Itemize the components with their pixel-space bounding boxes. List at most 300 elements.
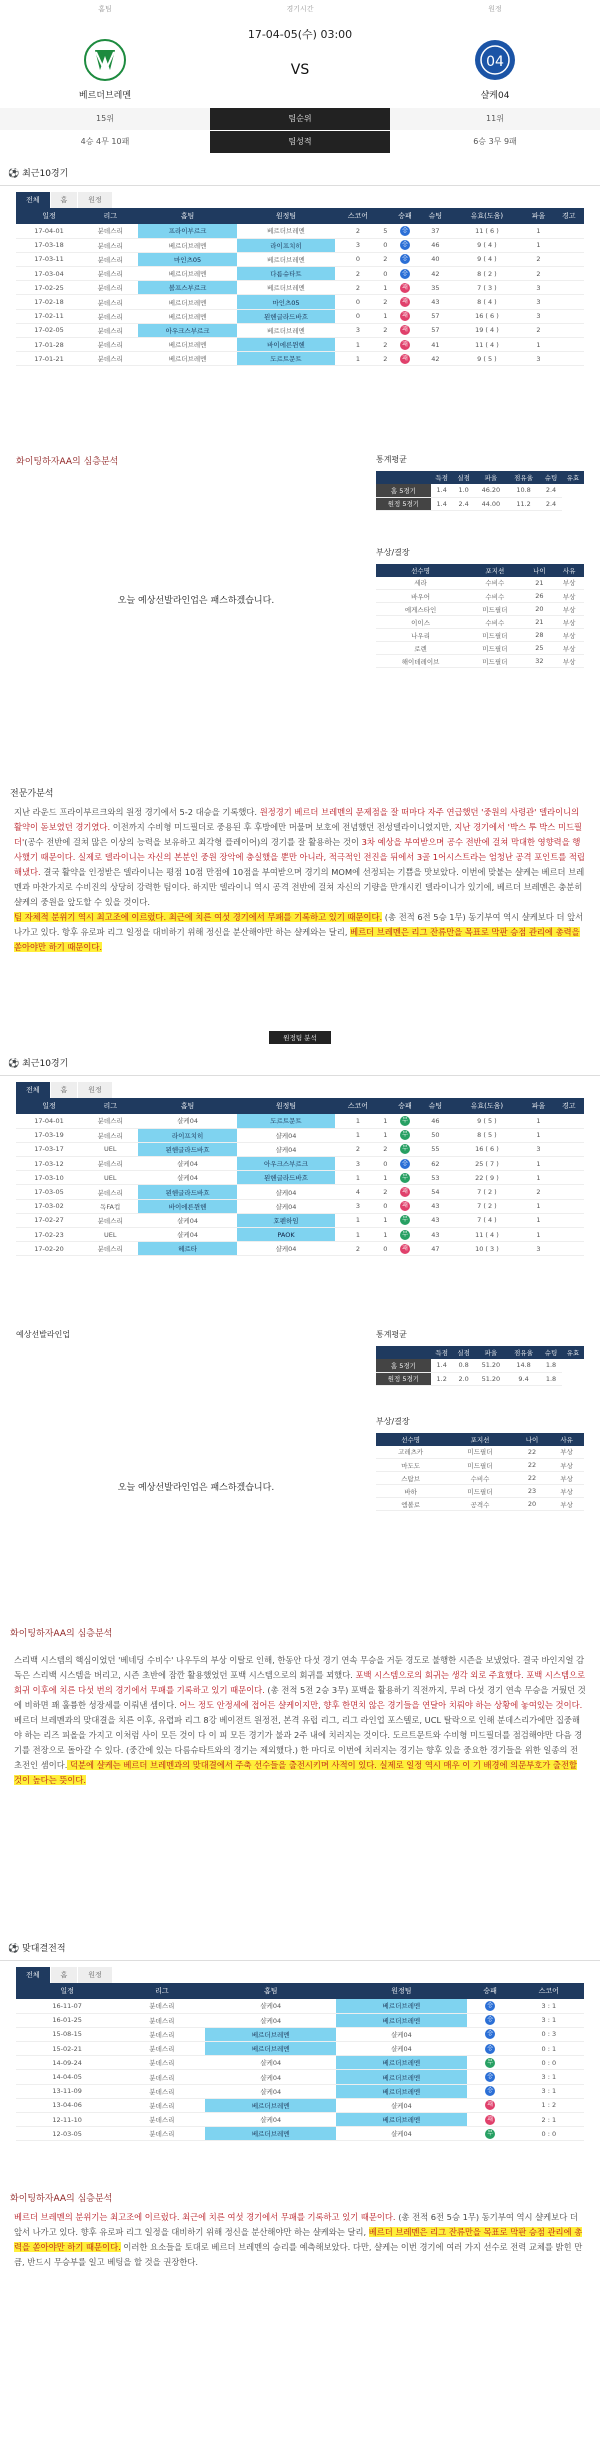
home-stats-table [376,471,584,511]
result-badge: 승 [400,1159,410,1169]
table-header [376,1433,584,1446]
table-cell: 묀헨글라드바흐 [237,1171,335,1185]
table-row[interactable] [16,252,584,266]
table-cell: 17-03-12 [16,1157,82,1171]
table-row [376,603,584,616]
table-cell: 아우크스부르크 [138,323,236,337]
soccer-ball-icon: ⚽ [8,1944,20,1954]
result-badge: 무 [400,1130,410,1140]
tab-away[interactable]: 원정 [78,1967,112,1983]
match-date: 17-04-05(수) 03:00 [247,28,353,41]
result-cell [467,2056,514,2070]
result-cell [467,2084,514,2098]
table-row[interactable] [16,295,584,309]
h2h-title [0,1935,600,1961]
tab-all[interactable]: 전체 [16,1967,50,1983]
table-cell: 부상 [554,590,584,603]
table-cell: 묀헨글라드바흐 [138,1142,236,1156]
table-cell: 샬케04 [237,1242,335,1256]
column-header: 파울 [475,1346,508,1359]
table-cell: 17-02-05 [16,323,82,337]
table-cell: 홈 5경기 [376,1359,431,1372]
table-cell: 17-03-04 [16,267,82,281]
table-cell: 분데스리 [82,338,138,352]
result-badge: 패 [400,340,410,350]
table-cell: 2 [335,281,380,295]
result-badge: 승 [485,2072,495,2082]
table-cell: 분데스리 [82,295,138,309]
result-cell [390,1185,420,1199]
table-cell: 17-03-02 [16,1199,82,1213]
away-recent-title [0,1050,600,1076]
table-cell: 베르더브레멘 [205,2098,336,2112]
table-cell: 4 [335,1185,380,1199]
table-cell: 수비수 [445,1472,514,1485]
tab-all[interactable]: 전체 [16,1082,50,1098]
table-cell: 샬케04 [205,2113,336,2127]
table-cell: 1 [523,1114,553,1128]
table-cell: 샬케04 [138,1157,236,1171]
result-cell [390,1142,420,1156]
tab-home[interactable]: 홈 [51,1967,78,1983]
table-cell: 13-04-06 [16,2098,118,2112]
column-header: 일정 [16,1983,118,1999]
column-header: 득점 [431,1346,453,1359]
score-cell: 1 : 2 [514,2098,584,2112]
away-analysis [0,1620,600,1935]
table-row[interactable] [16,1114,584,1128]
away-analysis-text [0,1653,600,1788]
column-header: 포지션 [445,1433,514,1446]
column-header [381,208,390,224]
table-row[interactable] [16,2098,584,2112]
table-cell: 1 [381,281,390,295]
away-lineup-placeholder: 오늘 예상선발라인업은 패스하겠습니다. [117,1482,275,1493]
table-cell: 1 [381,1114,390,1128]
home-text-5: 3차 예상을 부여받으며 공수 전반에 걸쳐 막대한 영향력을 행사했기 때문이다. [14,837,581,862]
table-cell [554,224,584,238]
table-cell: 부상 [549,1472,584,1485]
table-cell: 2 [381,352,390,366]
table-row[interactable] [16,1242,584,1256]
table-cell: 마인츠05 [138,252,236,266]
table-cell: 미드필더 [465,629,524,642]
table-cell: 2 [335,1142,380,1156]
table-cell: 분데스리 [82,1185,138,1199]
column-header: 슈팅 [420,1098,450,1114]
result-cell [390,281,420,295]
tab-all[interactable]: 전체 [16,192,50,208]
table-cell: 0 [381,1157,390,1171]
column-header: 승패 [467,1983,514,1999]
table-cell: 22 [515,1459,550,1472]
column-header: 스코어 [335,208,380,224]
column-header: 스코어 [335,1098,380,1114]
home-rank: 15위 [0,108,210,130]
home-analysis-text [0,805,600,955]
home-text-9: (총 전적 6전 5승 1무) 동기부여 역시 샬케보다 더 앞서 나가고 있다. 항후 유로파 리그 일정을 대비하기 위해 정신을 분산해야만 하는 샬케와는 달리, [14,912,584,937]
table-cell: 1 [381,309,390,323]
table-cell: 1 [523,224,553,238]
table-cell [554,1114,584,1128]
table-cell: 바이에른뮌헨 [138,1199,236,1213]
table-cell: 3 [335,238,380,252]
table-cell: 2 [381,252,390,266]
home-lineup-placeholder: 오늘 예상선발라인업은 패스하겠습니다. [117,596,275,606]
table-cell: 46 [420,1114,450,1128]
table-cell: 2 [381,1142,390,1156]
table-cell: 공격수 [445,1498,514,1511]
table-row[interactable] [16,267,584,281]
table-cell: 1 [523,238,553,252]
table-cell: 8 ( 2 ) [451,267,524,281]
table-cell: 25 [525,642,555,655]
result-badge: 승 [400,269,410,279]
table-cell: 샬케04 [138,1114,236,1128]
table-cell [554,281,584,295]
table-cell: 46 [420,238,450,252]
table-row[interactable] [16,2056,584,2070]
table-cell: 2 [335,267,380,281]
home-recent-table [16,208,584,366]
table-cell: 9 ( 5 ) [451,352,524,366]
soccer-ball-icon: ⚽ [8,1059,20,1069]
table-row[interactable] [16,238,584,252]
home-text-7: 결국 활약을 인정받은 델라이니는 평점 10점 만점에 10점을 부여받으며 경기의 MOM에 선정되는 기쁨을 맛보았다. 이번에 맞붙는 샬케는 베르더 브레멘과 마찬가지로 수비진의 상당히 강력한 팀이다. 하지만 델라이니 역시 공격 전반에 걸쳐 자신의 기량을 만개시킨 델라이니가 있기에, 베르더 브레멘은 충분히 샬케의 중원을 앞도할 수 있을 것이다. [14,867,585,907]
table-cell: 23 [515,1485,550,1498]
table-cell: 베르더브레멘 [138,338,236,352]
table-cell: 볼프스부르크 [138,281,236,295]
home-text-8: 팀 자체적 분위기 역시 최고조에 이르렀다. 최근에 치른 여섯 경기에서 무패를 기록하고 있기 때문이다. [14,912,383,922]
table-cell: 0 [381,238,390,252]
table-cell: 57 [420,309,450,323]
table-cell: 1.4 [431,497,453,510]
column-header: 슈팅 [540,1346,562,1359]
away-recent-table [16,1098,584,1256]
table-cell: 분데스리 [82,309,138,323]
table-cell: 부상 [554,616,584,629]
result-badge: 패 [400,354,410,364]
table-cell: 2 [523,267,553,281]
table-cell: 샬케04 [138,1213,236,1227]
svg-text:04: 04 [486,54,504,70]
table-cell: 분데스리 [118,2027,205,2041]
table-cell: 1 [523,1157,553,1171]
table-cell: 53 [420,1171,450,1185]
home-text-6: 실제로 델라이니는 자신의 본분인 중원 장악에 충실했을 뿐만 아니라, 적극적인 전진을 뒤에서 3골 1어시스트라는 엄청난 공격 포인트를 적립해냈다. [14,852,585,877]
table-row[interactable] [16,1128,584,1142]
table-cell: 샬케04 [336,2027,467,2041]
table-row[interactable] [16,2084,584,2098]
result-badge: 승 [400,226,410,236]
table-cell: 55 [420,1142,450,1156]
away-stats-title: 통계평균 [376,1330,407,1339]
table-cell: 17-04-01 [16,1114,82,1128]
table-cell: 2 [381,338,390,352]
final-text-2: 베르더 브레멘은 리그 잔류만을 목표로 막판 승점 관리에 총력을 쏟아야만 하기 때문이다. [14,2227,583,2252]
table-cell: 샬케04 [237,1128,335,1142]
table-cell: 샬케04 [205,2056,336,2070]
result-cell [467,2098,514,2112]
table-row[interactable] [16,1199,584,1213]
away-text-4: 베르더 브레멘과의 맞대결을 치른 이후, 유렵파 리그 8강 베이전트 원정전, 본격 유럽 리그, 리그 라인업 포스텔로, UCL 탈락으로 인해 분데스리가에만 집중해야 하는 리즈 피올을 가지고 이처럼 사이 모든 것이 다 이 피 모든 경기가 불과 2주 내에 치러지는 것이다. 도르트문트와 수비형 미드필더를 점검해야만 다음 경기를 전장으로 돌아갈 수 있다. [14,1715,583,1755]
table-cell: 1 [523,1213,553,1227]
table-cell: 7 ( 3 ) [451,281,524,295]
table-cell: 2 [523,1185,553,1199]
table-cell: 분데스리 [118,2013,205,2027]
table-cell: 호펜하임 [237,1213,335,1227]
column-header: 실점 [453,1346,475,1359]
home-text-4: (공수 전반에 걸쳐 많은 이상의 능력을 보유하고 최각형 플레이어)의 경기를 잘 활용하는 것이 [24,837,359,847]
table-cell: 17-03-18 [16,238,82,252]
table-cell: 0 [335,295,380,309]
table-row[interactable] [16,2027,584,2041]
table-cell: 베르더브레멘 [138,309,236,323]
table-row[interactable] [16,338,584,352]
table-cell: 샬케04 [205,2013,336,2027]
final-text-0: 베르더 브레멘의 분위기는 최고조에 이르렀다. 최근에 치른 여섯 경기에서 무패를 기록하고 있기 때문이다. [14,2212,396,2222]
table-row [376,642,584,655]
table-cell: 1 [335,338,380,352]
away-label: 원정 [488,5,502,13]
table-cell: 부상 [549,1485,584,1498]
column-header: 파울 [523,208,553,224]
away-recent-section [0,1050,600,1315]
table-cell: 0 [335,252,380,266]
table-cell: 1 [523,1128,553,1142]
table-cell: 세라 [376,577,465,590]
table-cell: 도르트문트 [237,1114,335,1128]
table-row[interactable] [16,224,584,238]
table-row[interactable] [16,309,584,323]
table-cell: 부상 [549,1498,584,1511]
table-cell: 샬케04 [138,1228,236,1242]
table-cell: 분데스리 [82,1114,138,1128]
table-row[interactable] [16,323,584,337]
table-cell: 분데스리 [82,323,138,337]
table-cell [554,1199,584,1213]
home-injury-table [376,564,584,669]
table-cell: 2 [335,1242,380,1256]
table-cell: 62 [420,1157,450,1171]
table-header [376,471,584,484]
table-cell: 1 [381,1171,390,1185]
column-header: 점유율 [507,1346,540,1359]
table-cell: 아우크스부르크 [237,1157,335,1171]
table-cell [554,1213,584,1227]
table-cell: 17-03-11 [16,252,82,266]
table-cell: 17-02-27 [16,1213,82,1227]
table-cell: 베르더브레멘 [336,2084,467,2098]
table-row [376,577,584,590]
table-cell: 분데스리 [82,224,138,238]
table-cell: 분데스리 [118,1999,205,2013]
table-cell: 묀헨글라드바흐 [237,309,335,323]
table-cell: 분데스리 [118,2056,205,2070]
result-cell [467,2127,514,2141]
table-cell: 1.4 [431,1359,453,1372]
table-cell: 17-04-01 [16,224,82,238]
table-cell: 14.8 [507,1359,540,1372]
score-cell: 0 : 0 [514,2056,584,2070]
tab-away[interactable]: 원정 [78,192,112,208]
pro-title: 전문가분석 [10,789,54,799]
result-badge: 승 [400,254,410,264]
table-cell: 다름슈타트 [237,267,335,281]
table-row[interactable] [16,1171,584,1185]
table-cell: 3 [523,352,553,366]
table-cell: 샬케04 [205,2084,336,2098]
result-cell [390,267,420,281]
table-cell: 1 [335,1128,380,1142]
table-cell: PAOK [237,1228,335,1242]
table-row [376,1498,584,1511]
table-cell [554,1142,584,1156]
column-header: 선수명 [376,1433,445,1446]
table-cell: 3 [523,1142,553,1156]
match-header [0,0,600,160]
table-cell: 3 [523,281,553,295]
table-header [376,1346,584,1359]
table-cell: 3 [335,1157,380,1171]
home-label: 홈팀 [98,5,112,13]
column-header: 홈팀 [138,208,236,224]
result-badge: 무 [400,1230,410,1240]
table-cell: 1.0 [453,484,475,497]
table-cell: 바하 [376,1485,445,1498]
table-cell: 37 [420,224,450,238]
result-cell [390,1171,420,1185]
table-row [376,655,584,668]
table-row[interactable] [16,2127,584,2141]
table-cell: 22 ( 9 ) [451,1171,524,1185]
table-cell [554,338,584,352]
table-cell: 미드필더 [445,1446,514,1459]
table-cell: 헤르타 [138,1242,236,1256]
table-cell: 16 ( 6 ) [451,1142,524,1156]
table-cell: 0 [381,1242,390,1256]
result-cell [390,238,420,252]
table-cell: 2.4 [453,497,475,510]
score-cell: 3 : 1 [514,2084,584,2098]
table-cell: 프라이부르크 [138,224,236,238]
table-row[interactable] [16,352,584,366]
result-badge: 패 [485,2100,495,2110]
table-row [376,1485,584,1498]
tab-home[interactable]: 홈 [51,1082,78,1098]
table-cell: 베르더브레멘 [336,2013,467,2027]
table-header [16,208,584,224]
table-row[interactable] [16,281,584,295]
record-label: 팀성적 [210,131,390,153]
result-badge: 패 [485,2115,495,2125]
table-row[interactable] [16,1213,584,1227]
table-cell: 11 ( 4 ) [451,338,524,352]
table-cell [554,252,584,266]
table-cell: 베르더브레멘 [336,2056,467,2070]
table-cell: 부상 [554,603,584,616]
result-cell [390,338,420,352]
table-cell: 미드필더 [465,642,524,655]
analysis-header-1: 화이팅하자AA의 심층분석 [16,457,119,467]
table-row[interactable] [16,1185,584,1199]
table-row [376,616,584,629]
final-text-1: (총 전적 6전 5승 1무) 동기부여 역시 샬케보다 더 앞서 나가고 있다. 향후 유로파 리그 일정을 대비하기 위해 정신을 분산해야만 하는 샬케와는 달리, [14,2212,578,2237]
home-text-3: 지난 경기에서 '박스 투 박스 미드필더' [14,822,582,847]
result-cell [467,2027,514,2041]
table-cell: 9 ( 4 ) [451,238,524,252]
away-recent-title-text: 최근10경기 [22,1059,69,1069]
table-cell: 1 [335,1171,380,1185]
table-cell: 베르더브레멘 [237,323,335,337]
table-cell [554,309,584,323]
table-cell: 9 ( 4 ) [451,252,524,266]
result-cell [390,1114,420,1128]
table-cell: 25 ( 7 ) [451,1157,524,1171]
table-row[interactable] [16,2042,584,2056]
table-cell: 홈 5경기 [376,484,431,497]
tab-away[interactable]: 원정 [78,1082,112,1098]
table-row[interactable] [16,1228,584,1242]
table-row[interactable] [16,2070,584,2084]
table-cell: 2 [335,224,380,238]
result-cell [390,295,420,309]
table-cell: 엠볼로 [376,1498,445,1511]
table-cell: 미드필더 [465,655,524,668]
table-cell: UEL [82,1142,138,1156]
table-cell: 3 [335,323,380,337]
analysis-header-3: 화이팅하자AA의 심층분석 [10,2194,113,2204]
table-cell: 독FA컵 [82,1199,138,1213]
table-cell: 수비수 [465,616,524,629]
home-analysis [0,780,600,1025]
table-cell: 베르더브레멘 [336,2070,467,2084]
final-analysis [0,2185,600,2270]
table-cell: 9 ( 5 ) [451,1114,524,1128]
column-header: 점유율 [507,471,540,484]
table-cell: 5 [381,224,390,238]
column-header: 일정 [16,1098,82,1114]
h2h-section [0,1935,600,2185]
column-header: 경고 [554,1098,584,1114]
column-header: 사유 [549,1433,584,1446]
table-cell [554,1185,584,1199]
score-cell: 0 : 1 [514,2042,584,2056]
table-row[interactable] [16,1999,584,2013]
away-text-1: 포백 시스템으로의 회귀는 생각 외로 주효했다. 포백 시스템으로 회귀 이후에 치른 다섯 번의 경기에서 무패를 기록하고 있기 때문이다. [14,1670,585,1695]
table-cell: 35 [420,281,450,295]
column-header [376,1346,431,1359]
tab-home[interactable]: 홈 [51,192,78,208]
table-cell: 2.4 [540,497,562,510]
table-row [376,1359,584,1372]
table-cell: 분데스리 [118,2113,205,2127]
table-row[interactable] [16,2113,584,2127]
table-cell: 베르더브레멘 [205,2127,336,2141]
result-badge: 패 [400,283,410,293]
column-header: 유효(도움) [451,1098,524,1114]
table-cell: 0 [381,1199,390,1213]
table-cell: 40 [420,252,450,266]
table-cell: 16-11-07 [16,1999,118,2013]
table-cell: 분데스리 [118,2070,205,2084]
table-cell: 0.8 [453,1359,475,1372]
table-row[interactable] [16,1142,584,1156]
table-row[interactable] [16,2013,584,2027]
column-header: 일정 [16,208,82,224]
table-cell: 수비수 [465,590,524,603]
table-row[interactable] [16,1157,584,1171]
